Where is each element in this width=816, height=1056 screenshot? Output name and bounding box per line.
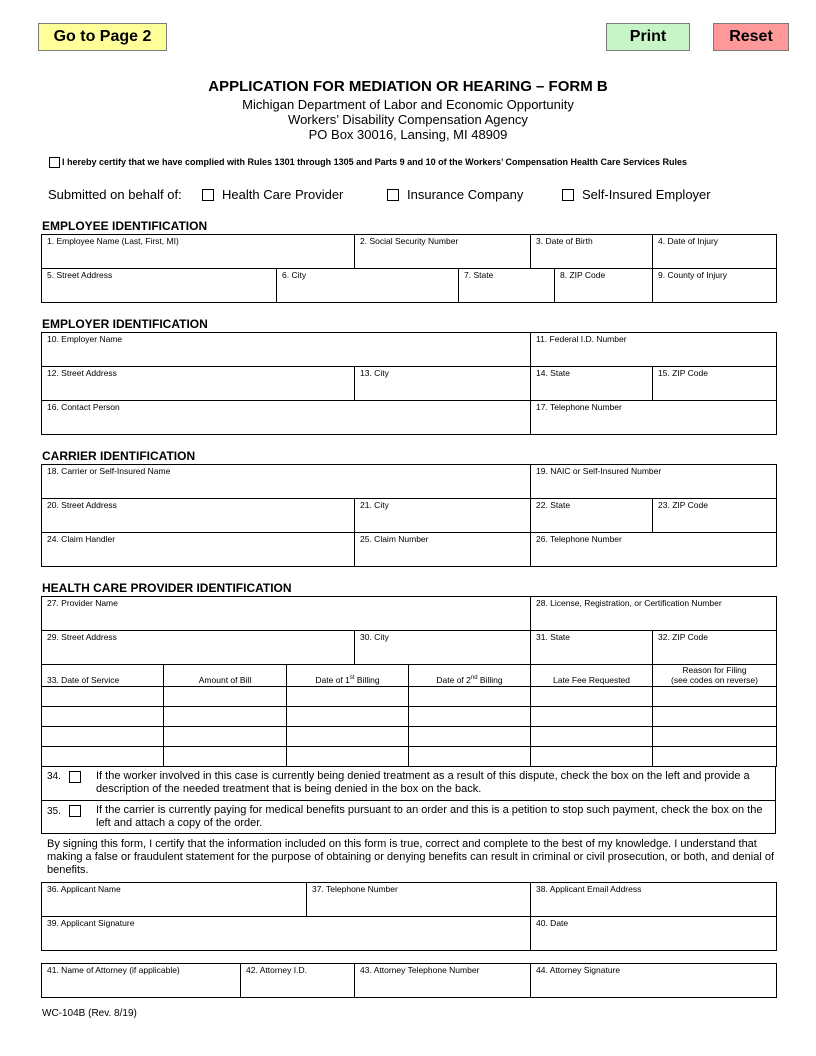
service-cell[interactable] <box>287 727 409 747</box>
service-cell[interactable] <box>164 707 287 727</box>
service-cell[interactable] <box>164 747 287 767</box>
county-of-injury-field[interactable]: 9. County of Injury <box>653 269 777 303</box>
ssn-field[interactable]: 2. Social Security Number <box>355 235 531 269</box>
employee-zip-field[interactable]: 8. ZIP Code <box>555 269 653 303</box>
department-name: Michigan Department of Labor and Economic Opportunity <box>242 97 574 112</box>
form-title: APPLICATION FOR MEDIATION OR HEARING – FORM B <box>208 78 608 95</box>
employer-zip-field[interactable]: 15. ZIP Code <box>653 367 777 401</box>
reset-button[interactable]: Reset <box>713 23 789 51</box>
carrier-name-field[interactable]: 18. Carrier or Self-Insured Name <box>42 465 531 499</box>
applicant-date-field[interactable]: 40. Date <box>531 917 777 951</box>
late-fee-header: Late Fee Requested <box>531 665 653 687</box>
carrier-state-field[interactable]: 22. State <box>531 499 653 533</box>
question-34-checkbox[interactable] <box>69 771 81 783</box>
employer-name-field[interactable]: 10. Employer Name <box>42 333 531 367</box>
service-cell[interactable] <box>409 747 531 767</box>
behalf-label: Submitted on behalf of: <box>48 187 182 202</box>
first-billing-header: Date of 1st Billing <box>287 665 409 687</box>
self-insured-employer-label: Self-Insured Employer <box>582 187 711 202</box>
carrier-city-field[interactable]: 21. City <box>355 499 531 533</box>
provider-city-field[interactable]: 30. City <box>355 631 531 665</box>
carrier-zip-field[interactable]: 23. ZIP Code <box>653 499 777 533</box>
print-button[interactable]: Print <box>606 23 690 51</box>
service-cell[interactable] <box>287 747 409 767</box>
service-cell[interactable] <box>287 707 409 727</box>
health-care-provider-checkbox[interactable] <box>202 189 214 201</box>
service-cell[interactable] <box>531 707 653 727</box>
provider-zip-field[interactable]: 32. ZIP Code <box>653 631 777 665</box>
health-care-provider-label: Health Care Provider <box>222 187 344 202</box>
attorney-id-field[interactable]: 42. Attorney I.D. <box>241 964 355 998</box>
claim-handler-field[interactable]: 24. Claim Handler <box>42 533 355 567</box>
employer-telephone-field[interactable]: 17. Telephone Number <box>531 401 777 435</box>
self-insured-employer-checkbox[interactable] <box>562 189 574 201</box>
employee-section-heading: EMPLOYEE IDENTIFICATION <box>42 219 208 233</box>
provider-street-field[interactable]: 29. Street Address <box>42 631 355 665</box>
employee-street-field[interactable]: 5. Street Address <box>42 269 277 303</box>
question-34-text: If the worker involved in this case is currently being denied treatment as a result of this dispute, check the box on the left and provide a description of the needed treatment that is being denied in the box on the back. <box>96 770 750 795</box>
attorney-telephone-field[interactable]: 43. Attorney Telephone Number <box>355 964 531 998</box>
reason-for-filing-header: Reason for Filing (see codes on reverse) <box>653 665 777 687</box>
date-of-injury-field[interactable]: 4. Date of Injury <box>653 235 777 269</box>
certify-checkbox[interactable] <box>49 157 60 168</box>
question-35-text: If the carrier is currently paying for medical benefits pursuant to an order and this is a petition to stop such payment, check the box on the left and attach a copy of the order. <box>96 804 763 829</box>
carrier-telephone-field[interactable]: 26. Telephone Number <box>531 533 777 567</box>
applicant-name-field[interactable]: 36. Applicant Name <box>42 883 307 917</box>
date-of-service-header: 33. Date of Service <box>42 665 164 687</box>
attorney-name-field[interactable]: 41. Name of Attorney (if applicable) <box>42 964 241 998</box>
employer-table <box>41 332 777 435</box>
certify-label: I hereby certify that we have complied with Rules 1301 through 1305 and Parts 9 and 10 of the Workers’ Compensation Health Care Services Rules <box>62 157 688 167</box>
employee-state-field[interactable]: 7. State <box>459 269 555 303</box>
service-cell[interactable] <box>653 687 777 707</box>
service-cell[interactable] <box>42 747 164 767</box>
claim-number-field[interactable]: 25. Claim Number <box>355 533 531 567</box>
provider-name-field[interactable]: 27. Provider Name <box>42 597 531 631</box>
employer-street-field[interactable]: 12. Street Address <box>42 367 355 401</box>
service-cell[interactable] <box>409 727 531 747</box>
employee-city-field[interactable]: 6. City <box>277 269 459 303</box>
license-number-field[interactable]: 28. License, Registration, or Certification Number <box>531 597 777 631</box>
form-number: WC-104B (Rev. 8/19) <box>42 1008 137 1019</box>
signing-statement: By signing this form, I certify that the information included on this form is true, correct and complete to the best of my knowledge. I understand that making a false or fraudulent statement for the purpose of obtaining or denying benefits can result in criminal or civil prosecution, or both, and denial of benefits. <box>47 838 775 876</box>
provider-section-heading: HEALTH CARE PROVIDER IDENTIFICATION <box>42 581 292 595</box>
agency-address: PO Box 30016, Lansing, MI 48909 <box>308 127 508 142</box>
carrier-street-field[interactable]: 20. Street Address <box>42 499 355 533</box>
go-to-page-2-button[interactable]: Go to Page 2 <box>38 23 167 51</box>
attorney-signature-field[interactable]: 44. Attorney Signature <box>531 964 777 998</box>
applicant-telephone-field[interactable]: 37. Telephone Number <box>307 883 531 917</box>
service-cell[interactable] <box>164 727 287 747</box>
question-34-number: 34. <box>47 771 61 782</box>
service-cell[interactable] <box>42 707 164 727</box>
provider-table <box>41 596 777 665</box>
employee-name-field[interactable]: 1. Employee Name (Last, First, MI) <box>42 235 355 269</box>
employer-state-field[interactable]: 14. State <box>531 367 653 401</box>
date-of-birth-field[interactable]: 3. Date of Birth <box>531 235 653 269</box>
service-cell[interactable] <box>42 687 164 707</box>
service-cell[interactable] <box>653 707 777 727</box>
service-cell[interactable] <box>531 687 653 707</box>
service-cell[interactable] <box>42 727 164 747</box>
contact-person-field[interactable]: 16. Contact Person <box>42 401 531 435</box>
service-cell[interactable] <box>164 687 287 707</box>
insurance-company-label: Insurance Company <box>407 187 524 202</box>
employer-city-field[interactable]: 13. City <box>355 367 531 401</box>
provider-state-field[interactable]: 31. State <box>531 631 653 665</box>
service-cell[interactable] <box>409 707 531 727</box>
applicant-table <box>41 882 777 951</box>
carrier-table <box>41 464 777 567</box>
service-cell[interactable] <box>531 727 653 747</box>
question-35-number: 35. <box>47 806 61 817</box>
question-35-checkbox[interactable] <box>69 805 81 817</box>
agency-name: Workers’ Disability Compensation Agency <box>288 112 528 127</box>
carrier-section-heading: CARRIER IDENTIFICATION <box>42 449 196 463</box>
employer-section-heading: EMPLOYER IDENTIFICATION <box>42 317 208 331</box>
federal-id-field[interactable]: 11. Federal I.D. Number <box>531 333 777 367</box>
insurance-company-checkbox[interactable] <box>387 189 399 201</box>
attorney-table <box>41 963 777 998</box>
service-table <box>41 664 777 767</box>
naic-number-field[interactable]: 19. NAIC or Self-Insured Number <box>531 465 777 499</box>
applicant-signature-field[interactable]: 39. Applicant Signature <box>42 917 531 951</box>
amount-of-bill-header: Amount of Bill <box>164 665 287 687</box>
service-cell[interactable] <box>653 747 777 767</box>
service-cell[interactable] <box>653 727 777 747</box>
second-billing-header: Date of 2nd Billing <box>409 665 531 687</box>
employee-table <box>41 234 777 303</box>
service-cell[interactable] <box>409 687 531 707</box>
service-cell[interactable] <box>531 747 653 767</box>
applicant-email-field[interactable]: 38. Applicant Email Address <box>531 883 777 917</box>
service-cell[interactable] <box>287 687 409 707</box>
